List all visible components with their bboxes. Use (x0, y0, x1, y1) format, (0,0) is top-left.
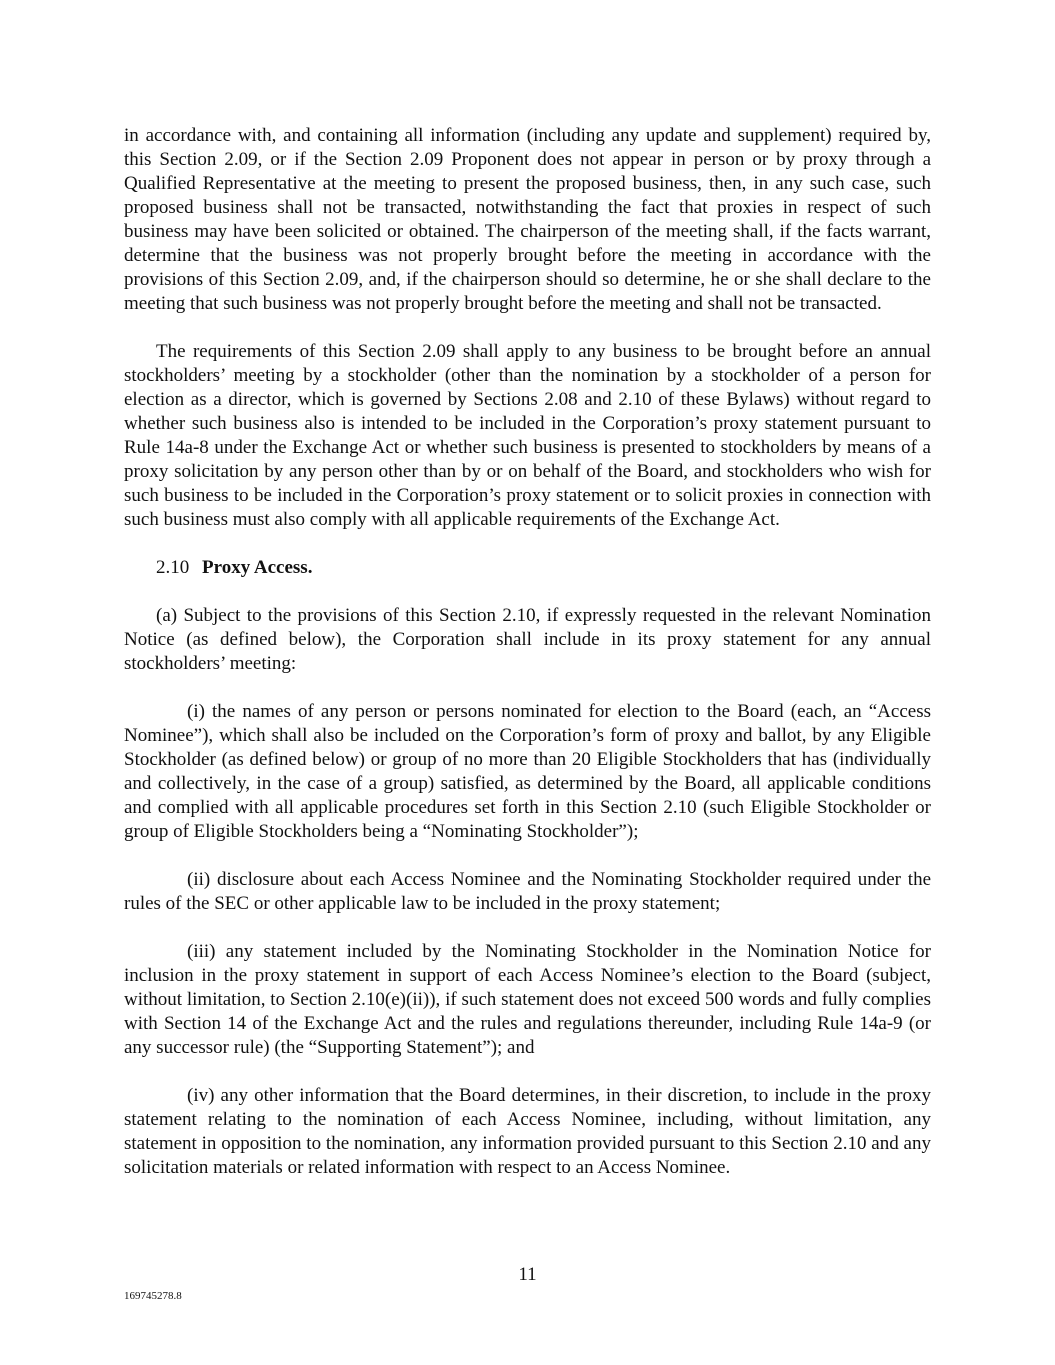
section-number: 2.10 (156, 557, 190, 578)
paragraph-subsection-a: (a) Subject to the provisions of this Section 2.10, if expressly requested in the relevant Nomination Notice (as defined below), the Corporation shall include in its proxy statement for any annual stockholders’ meeting: (124, 605, 931, 674)
paragraph-section-2-09-requirements: The requirements of this Section 2.09 shall apply to any business to be brought before an annual stockholders’ meeting by a stockholder (other than the nomination by a stockholder of a person for election as a director, which is governed by Sections 2.08 and 2.10 of these Bylaws) without regard to whether such business also is intended to be included in the Corporation’s proxy statement pursuant to Rule 14a-8 under the Exchange Act or whether such business is presented to stockholders by means of a proxy solicitation by any person other than by or on behalf of the Board, and stockholders who wish for such business to be included in the Corporation’s proxy statement or to solicit proxies in connection with such business must also comply with all applicable requirements of the Exchange Act. (124, 341, 931, 530)
paragraph-continuation: in accordance with, and containing all information (including any update and supplement) required by, this Section 2.09, or if the Section 2.09 Proponent does not appear in person or by proxy through a Qualified Representative at the meeting to present the proposed business, then, in any such case, such proposed business shall not be transacted, notwithstanding the fact that proxies in respect of such business may have been solicited or obtained. The chairperson of the meeting shall, if the facts warrant, determine that the business was not properly brought before the meeting in accordance with the provisions of this Section 2.09, and, if the chairperson should so determine, he or she shall declare to the meeting that such business was not properly brought before the meeting and shall not be transacted. (124, 125, 931, 314)
section-heading-2-10 (124, 556, 931, 580)
paragraph-clause-iv: (iv) any other information that the Board determines, in their discretion, to include in the proxy statement relating to the nomination of each Access Nominee, including, without limitation, any statement in opposition to the nomination, any information provided pursuant to this Section 2.10 and any solicitation materials or related information with respect to an Access Nominee. (124, 1085, 931, 1178)
document-body (124, 124, 931, 1204)
document-id: 169745278.8 (124, 1290, 182, 1302)
paragraph-clause-i: (i) the names of any person or persons nominated for election to the Board (each, an “Access Nominee”), which shall also be included on the Corporation’s form of proxy and ballot, by any Eligible Stockholder (as defined below) or group of no more than 20 Eligible Stockholders that has (individually and collectively, in the case of a group) satisfied, as determined by the Board, all applicable conditions and complied with all applicable procedures set forth in this Section 2.10 (such Eligible Stockholder or group of Eligible Stockholders being a “Nominating Stockholder”); (124, 701, 931, 842)
section-title: Proxy Access. (202, 557, 313, 578)
paragraph-clause-ii: (ii) disclosure about each Access Nominee and the Nominating Stockholder required under the rules of the SEC or other applicable law to be included in the proxy statement; (124, 869, 931, 914)
page-number: 11 (518, 1264, 537, 1285)
paragraph-clause-iii: (iii) any statement included by the Nominating Stockholder in the Nomination Notice for inclusion in the proxy statement in support of each Access Nominee’s election to the Board (subject, without limitation, to Section 2.10(e)(ii)), if such statement does not exceed 500 words and fully complies with Section 14 of the Exchange Act and the rules and regulations thereunder, including Rule 14a-9 (or any successor rule) (the “Supporting Statement”); and (124, 941, 931, 1058)
